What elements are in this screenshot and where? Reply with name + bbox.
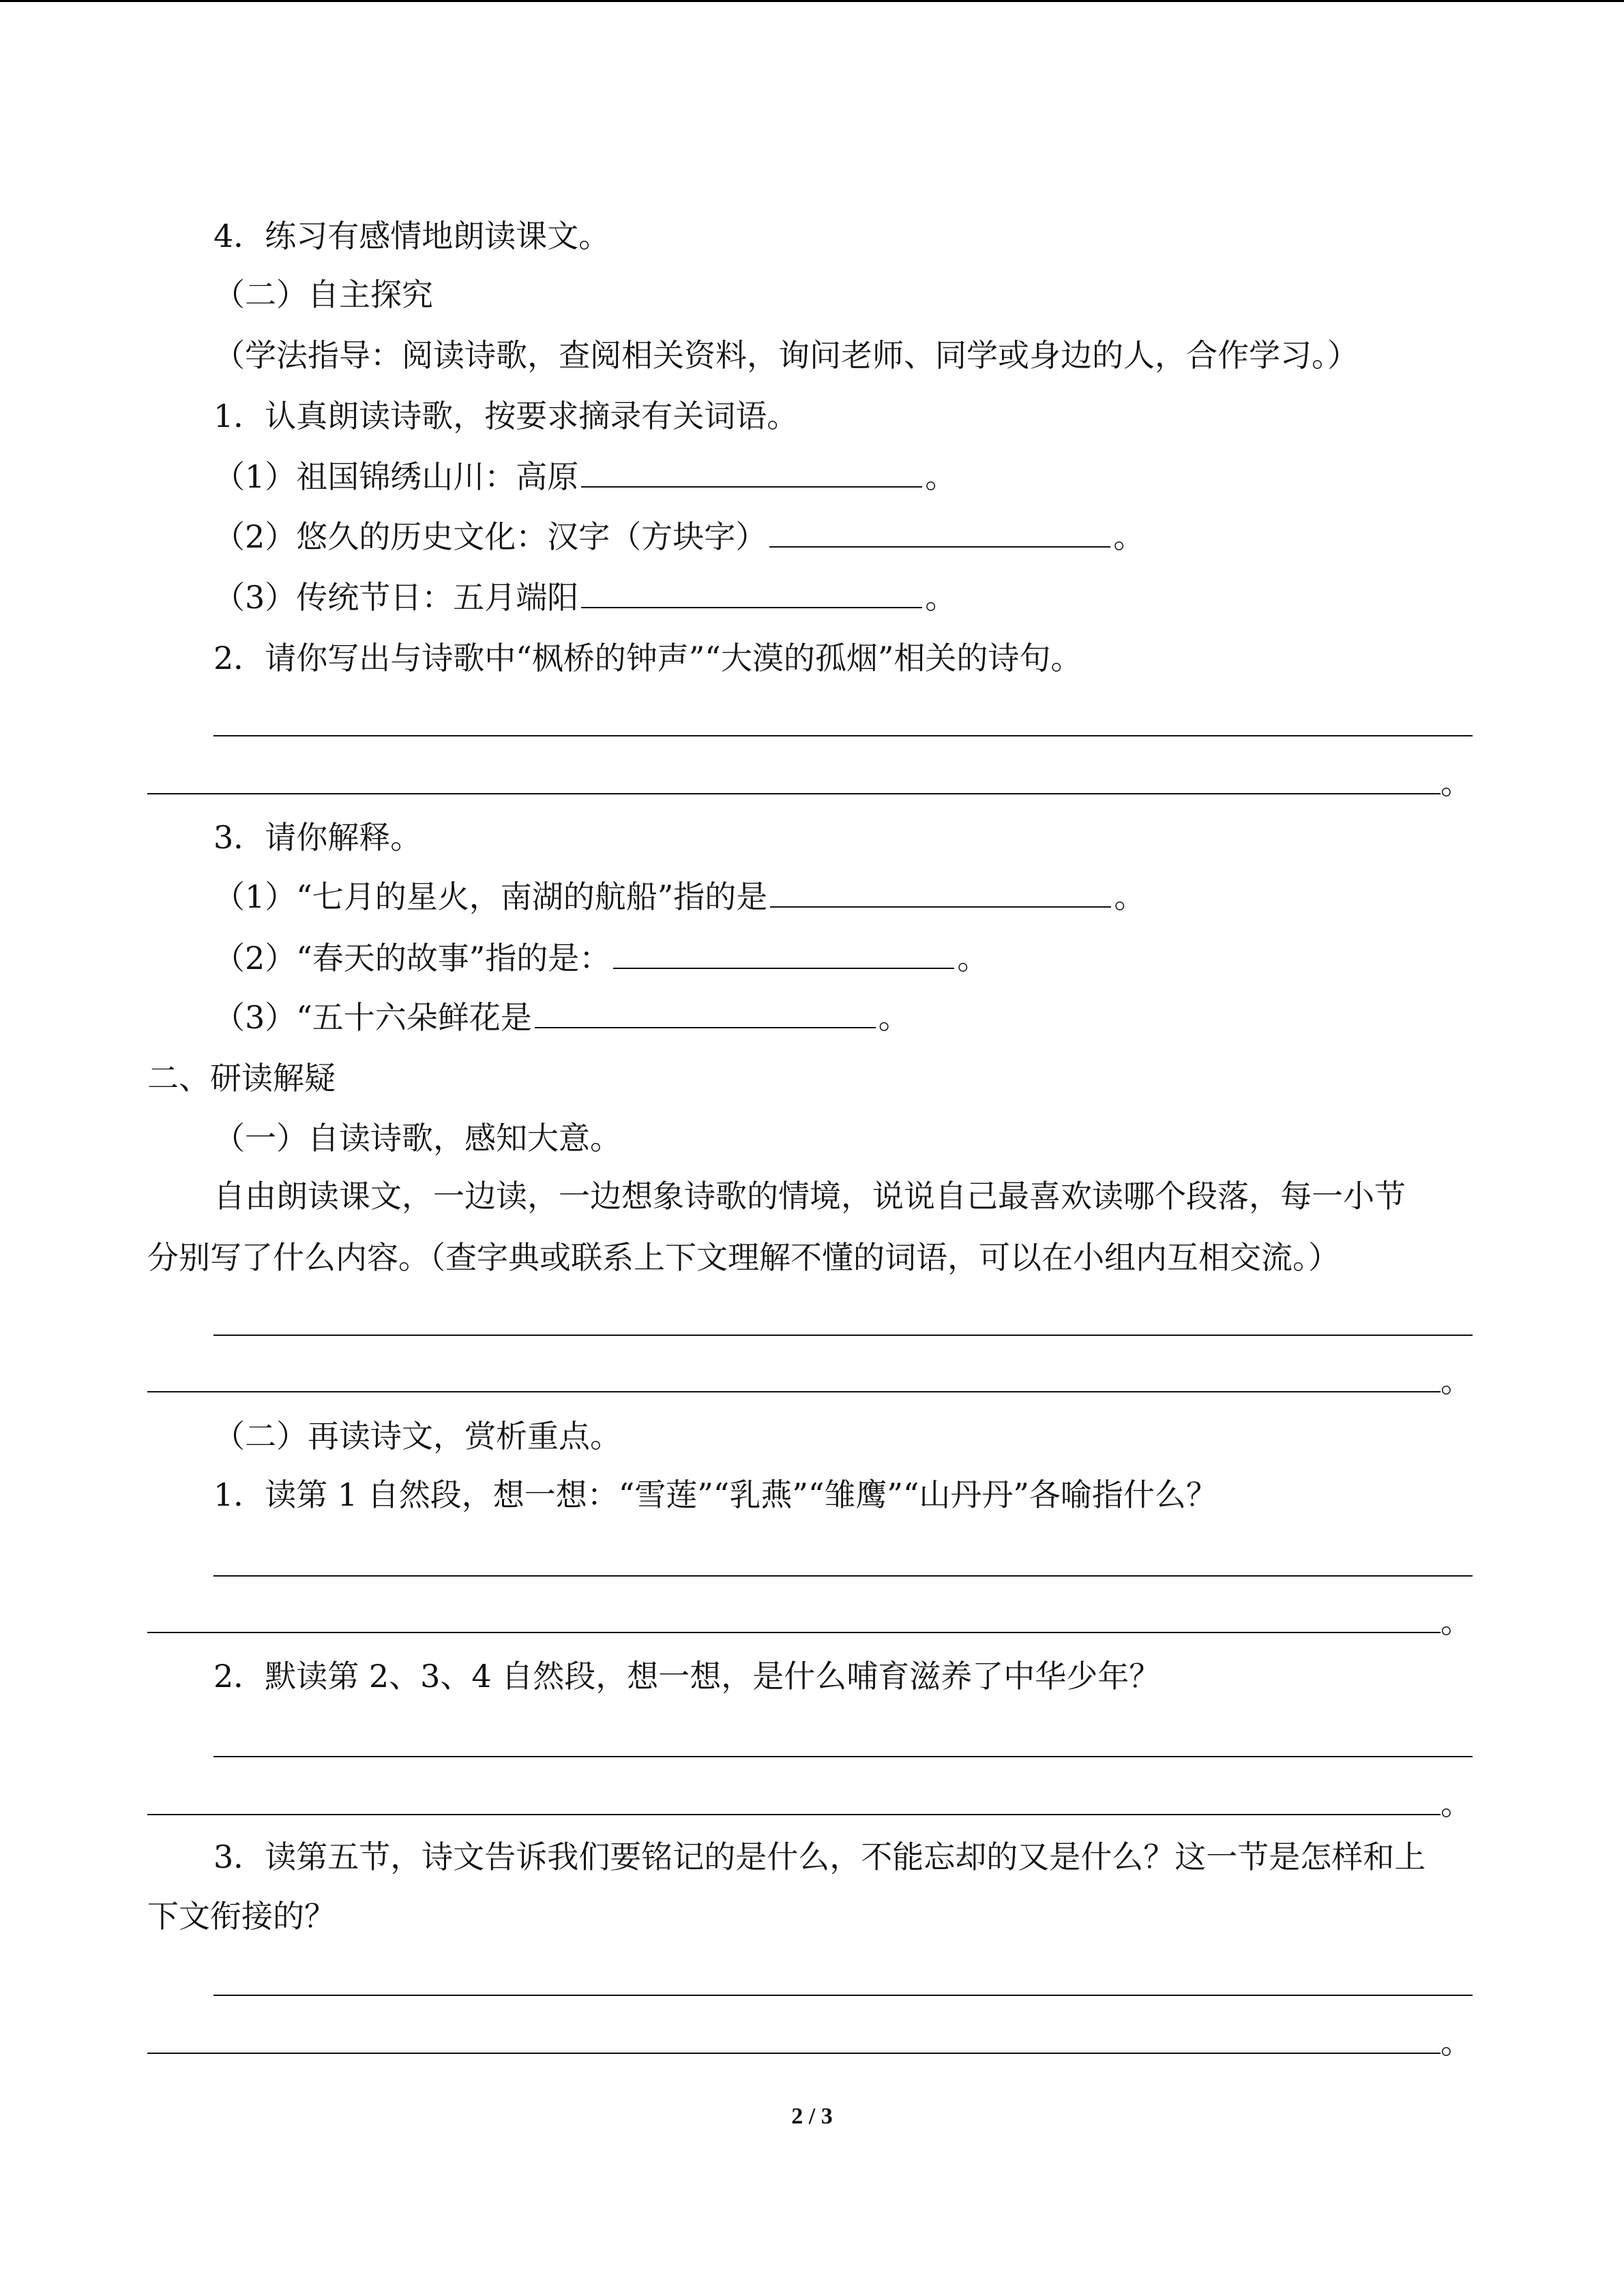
answer-line[interactable]	[213, 1995, 1473, 1996]
heading-self-study: （二）自主探究	[213, 276, 433, 313]
answer-line[interactable]	[213, 1756, 1473, 1757]
q1-sub3: （3）传统节日：五月端阳 。	[213, 577, 956, 618]
section-2-heading: 二、研读解疑	[147, 1060, 336, 1097]
question-2-3-line-2: 下文衔接的？	[147, 1898, 336, 1935]
period-mark: 。	[1441, 764, 1472, 801]
answer-line[interactable]	[147, 1391, 1441, 1392]
answer-line[interactable]	[147, 2053, 1441, 2054]
q3-sub3: （3）“五十六朵鲜花是 。	[213, 997, 910, 1038]
question-2-1: 1．读第 1 自然段，想一想：“雪莲”“乳燕”“雏鹰”“山丹丹”各喻指什么？	[213, 1476, 1217, 1513]
answer-blank[interactable]	[581, 577, 922, 608]
question-2: 2．请你写出与诗歌中“枫桥的钟声”“大漠的孤烟”相关的诗句。	[213, 640, 1082, 676]
subsection-1-heading: （一）自读诗歌，感知大意。	[213, 1120, 621, 1157]
paragraph-line-2: 分别写了什么内容。（查字典或联系上下文理解不懂的词语，可以在小组内互相交流。）	[147, 1239, 1340, 1276]
q1-sub1: （1）祖国锦绣山川：高原 。	[213, 456, 956, 497]
period-mark: 。	[1441, 2024, 1472, 2061]
subsection-2-heading: （二）再读诗文，赏析重点。	[213, 1418, 621, 1455]
answer-blank[interactable]	[581, 456, 922, 488]
q3-sub2: （2）“春天的故事”指的是： 。	[213, 938, 988, 979]
answer-line[interactable]	[213, 1335, 1473, 1336]
question-2-2: 2．默读第 2、3、4 自然段，想一想，是什么哺育滋养了中华少年？	[213, 1658, 1161, 1695]
question-2-3-line-1: 3．读第五节，诗文告诉我们要铭记的是什么，不能忘却的又是什么？这一节是怎样和上	[213, 1838, 1426, 1875]
answer-line[interactable]	[213, 1575, 1473, 1577]
item-4-read-aloud: 4．练习有感情地朗读课文。	[213, 218, 610, 254]
answer-blank[interactable]	[613, 938, 954, 969]
paragraph-line-1: 自由朗读课文，一边读，一边想象诗歌的情境，说说自己最喜欢读哪个段落，每一小节	[213, 1178, 1406, 1214]
answer-blank[interactable]	[769, 516, 1110, 548]
answer-line[interactable]	[147, 1632, 1441, 1633]
q3-sub1: （1）“七月的星火，南湖的航船”指的是 。	[213, 876, 1145, 917]
top-border	[0, 0, 1624, 2]
period-mark: 。	[1441, 1362, 1472, 1399]
study-method-hint: （学法指导：阅读诗歌，查阅相关资料，询问老师、同学或身边的人，合作学习。）	[213, 337, 1359, 374]
answer-line[interactable]	[147, 1814, 1441, 1815]
period-mark: 。	[1441, 1603, 1472, 1640]
answer-blank[interactable]	[770, 876, 1111, 908]
question-1: 1．认真朗读诗歌，按要求摘录有关词语。	[213, 398, 799, 434]
question-3: 3．请你解释。	[213, 819, 422, 856]
answer-blank[interactable]	[535, 997, 876, 1028]
answer-line[interactable]	[147, 793, 1441, 794]
q1-sub2: （2）悠久的历史文化：汉字（方块字） 。	[213, 516, 1145, 557]
answer-line[interactable]	[213, 735, 1473, 736]
page-number: 2 / 3	[791, 2104, 833, 2129]
period-mark: 。	[1441, 1785, 1472, 1822]
